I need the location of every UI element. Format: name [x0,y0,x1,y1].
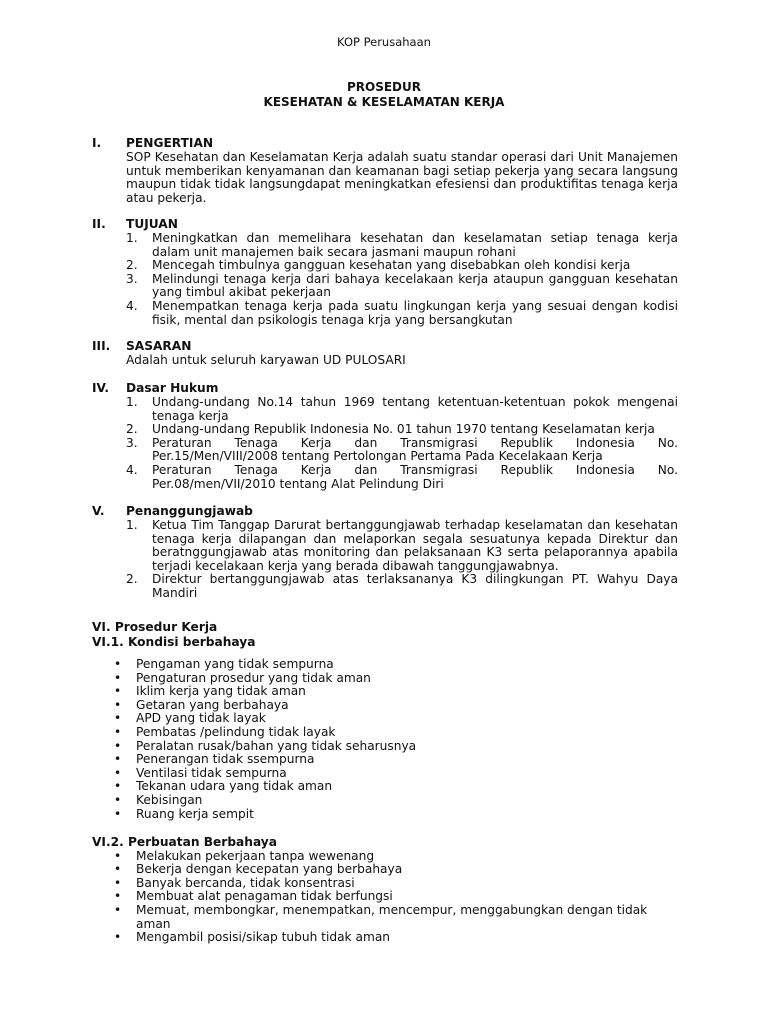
item-number: 1. [126,231,138,245]
bullet-icon: • [114,875,122,890]
subsection-title-kondisi-berbahaya: VI.1. Kondisi berbahaya [92,634,256,649]
dasar-hukum-list [92,396,678,491]
list-item [92,437,678,464]
item-text: APD yang tidak layak [136,711,266,726]
section-title: Dasar Hukum [126,381,219,395]
perbuatan-berbahaya-list [92,850,678,945]
bullet-icon: • [114,779,122,794]
bullet-icon: • [114,902,122,917]
section-dasar-hukum [92,382,678,491]
item-number: 3. [126,271,138,286]
item-number: 2. [126,258,138,273]
item-text: Pengaturan prosedur yang tidak aman [136,670,371,685]
item-number: 1. [126,518,138,532]
list-item [92,300,678,327]
item-text: Mencegah timbulnya gangguan kesehatan yang disebabkan oleh kondisi kerja [152,258,631,273]
item-text: Membuat alat penagaman tidak berfungsi [136,889,393,904]
bullet-icon: • [114,724,122,739]
item-text: Ventilasi tidak sempurna [136,765,287,780]
section-prosedur-kerja [92,621,678,649]
bullet-icon: • [114,848,122,863]
section-title: SASARAN [126,339,192,353]
item-number: 1. [126,395,138,409]
list-item [92,877,678,891]
item-text-line-2: tenaga kerja [152,408,229,423]
item-text: Menempatkan tenaga kerja pada suatu lingkungan kerja yang sesuai dengan kodisi fisik, mental dan psikologis tenaga krja yang bersangkutan [152,298,678,327]
item-text: Getaran yang berbahaya [136,697,289,712]
list-item [92,740,678,754]
section-sasaran [92,340,678,368]
section-number: III. [92,339,111,353]
list-item [92,726,678,740]
list-item [92,712,678,726]
section-paragraph: SOP Kesehatan dan Keselamatan Kerja adalah suatu standar operasi dari Unit Manajemen untuk memberikan kenyamanan dan keamanan bagi setiap pekerja yang secara langsung maupun tidak tidak langsungdapat meningkatkan efesiensi dan produktifitas tenaga kerja atau pekerja. [126,150,678,205]
list-item [92,423,678,437]
section-penanggungjawab [92,505,678,601]
item-text: Banyak bercanda, tidak konsentrasi [136,875,355,890]
item-text: Pembatas /pelindung tidak layak [136,724,336,739]
subsection-title-perbuatan-berbahaya: VI.2. Perbuatan Berbahaya [92,835,277,849]
list-item [92,396,678,423]
list-item [92,890,678,904]
list-item [92,672,678,686]
list-item [92,767,678,781]
list-item [92,259,678,273]
letterhead-placeholder: KOP Perusahaan [337,35,431,49]
list-item [92,658,678,672]
list-item [92,794,678,808]
section-number: II. [92,217,106,231]
item-text: Penerangan tidak ssempurna [136,752,315,767]
kondisi-berbahaya-list-wrap [92,658,678,821]
item-text-line-1: Peraturan Tenaga Kerja dan Transmigrasi Republik Indonesia No. [152,462,678,477]
item-text-line-2: Per.15/Men/VIII/2008 tentang Pertolongan Pertama Pada Kecelakaan Kerja [152,449,603,464]
item-number: 2. [126,422,138,437]
item-text: Meningkatkan dan memelihara kesehatan dan keselamatan setiap tenaga kerja dalam unit manajemen baik secara jasmani maupun rohani [152,231,678,259]
item-text: Ruang kerja sempit [136,806,254,821]
bullet-icon: • [114,711,122,726]
section-title: TUJUAN [126,217,178,231]
item-text: Melakukan pekerjaan tanpa wewenang [136,848,375,863]
section-number: I. [92,136,102,150]
list-item [92,863,678,877]
penanggungjawab-list [92,519,678,601]
item-number: 4. [126,298,138,313]
bullet-icon: • [114,738,122,753]
bullet-icon: • [114,752,122,767]
item-text: Kebisingan [136,792,203,807]
section-title: PENGERTIAN [126,136,214,150]
item-text: Peralatan rusak/bahan yang tidak seharusnya [136,738,417,753]
list-item [92,685,678,699]
item-text-line-1: Peraturan Tenaga Kerja dan Transmigrasi Republik Indonesia No. [152,435,678,450]
list-item [92,931,678,945]
list-item [92,808,678,822]
list-item [92,519,678,573]
kondisi-berbahaya-list [92,658,678,821]
bullet-icon: • [114,889,122,904]
section-tujuan [92,218,678,327]
title-line-2: KESEHATAN & KESELAMATAN KERJA [263,95,505,109]
item-text: Melindungi tenaga kerja dari bahaya kecelakaan kerja ataupun gangguan kesehatan yang timbul akibat pekerjaan [152,271,678,300]
bullet-icon: • [114,862,122,877]
bullet-icon: • [114,765,122,780]
item-text: Memuat, membongkar, menempatkan, mencempur, menggabungkan dengan tidak aman [136,902,648,931]
section-perbuatan-berbahaya [92,836,678,945]
item-number: 4. [126,462,138,477]
item-text-line-1: Undang-undang Republik Indonesia No. 01 tahun 1970 tentang Keselamatan kerja [152,422,655,437]
list-item [92,753,678,767]
item-text-line-1: Undang-undang No.14 tahun 1969 tentang ketentuan-ketentuan pokok mengenai [152,395,678,409]
section-title: VI. Prosedur Kerja [92,620,218,634]
bullet-icon: • [114,657,122,671]
list-item [92,904,678,931]
section-number: V. [92,504,105,518]
list-item [92,850,678,864]
bullet-icon: • [114,806,122,821]
tujuan-list [92,232,678,327]
section-heading [92,505,678,519]
list-item [92,699,678,713]
item-text: Pengaman yang tidak sempurna [136,657,334,671]
item-text: Iklim kerja yang tidak aman [136,684,306,699]
section-title: Penanggungjawab [126,504,253,518]
list-item [92,273,678,300]
section-paragraph: Adalah untuk seluruh karyawan UD PULOSARI [126,353,406,367]
list-item [92,464,678,491]
list-item [92,232,678,259]
bullet-icon: • [114,684,122,699]
item-text: Direktur bertanggungjawab atas terlaksananya K3 dilingkungan PT. Wahyu Daya Mandiri [152,572,678,600]
item-number: 2. [126,572,138,587]
item-text: Ketua Tim Tanggap Darurat bertanggungjawab terhadap keselamatan dan kesehatan tenaga kerja dilapangan dan melaporkan segala sesuatunya kepada Direktur dan beratnggungjawab atas monitoring dan pelaksanaan K3 serta pelaporannya apabila terjadi kecelakaan kerja yang berada dibawah tanggungjawabnya. [152,518,678,573]
item-number: 3. [126,435,138,450]
section-heading [92,382,678,396]
section-pengertian [92,137,678,205]
document-title [0,80,768,110]
list-item [92,573,678,600]
section-heading [92,340,678,354]
section-number: IV. [92,381,110,395]
item-text: Tekanan udara yang tidak aman [136,779,333,794]
item-text: Bekerja dengan kecepatan yang berbahaya [136,862,403,877]
bullet-icon: • [114,697,122,712]
item-text-line-2: Per.08/men/VII/2010 tentang Alat Pelindung Diri [152,476,444,491]
section-heading [92,137,678,151]
bullet-icon: • [114,930,122,945]
title-line-1: PROSEDUR [346,80,422,94]
list-item [92,780,678,794]
item-text: Mengambil posisi/sikap tubuh tidak aman [136,930,391,945]
section-heading [92,218,678,232]
bullet-icon: • [114,792,122,807]
bullet-icon: • [114,670,122,685]
